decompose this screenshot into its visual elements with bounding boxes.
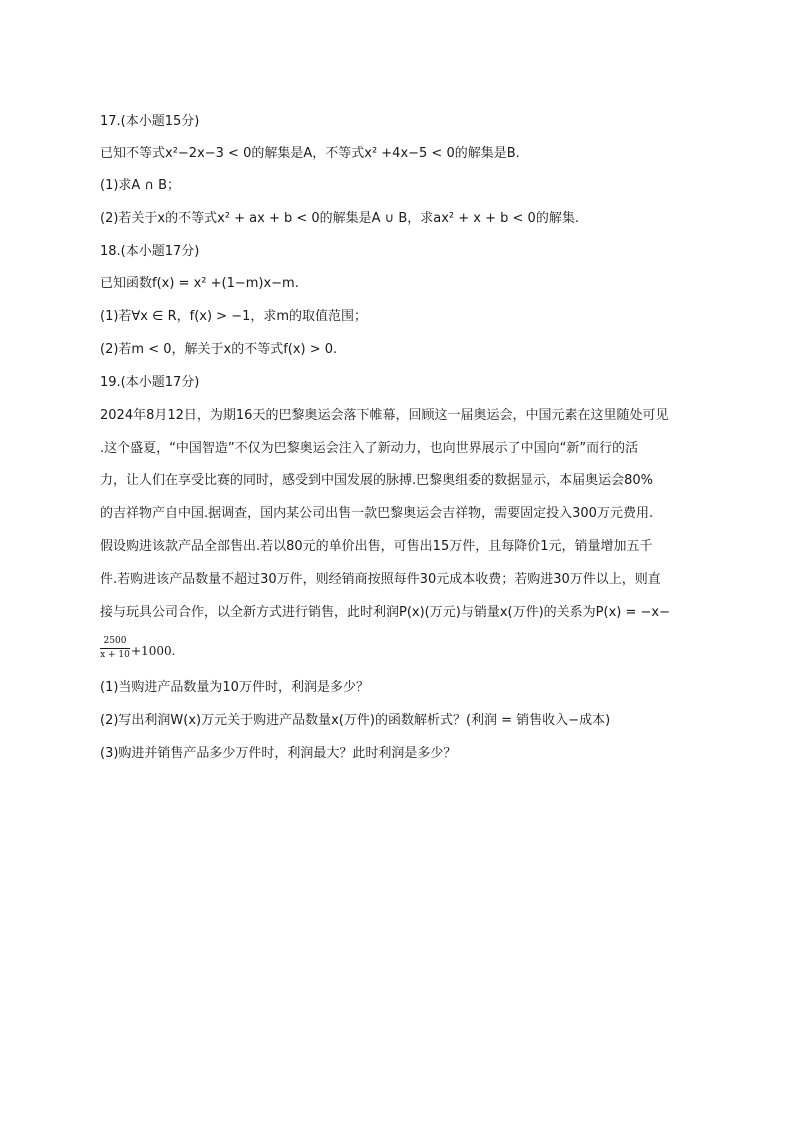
question-18-header: 18.(本小题17分) — [100, 244, 200, 259]
question-17-header: 17.(本小题15分) — [100, 114, 200, 129]
question-17-stem: 已知不等式x²−2x−3 < 0的解集是A，不等式x² +4x−5 < 0的解集是B. — [100, 146, 520, 161]
question-18-stem: 已知函数f(x) = x² +(1−m)x−m. — [100, 276, 299, 291]
question-17-part-2: (2)若关于x的不等式x² + ax + b < 0的解集是A ∪ B，求ax² + x + b < 0的解集. — [100, 211, 579, 226]
question-19-paragraph-line: 力，让人们在享受比赛的同时，感受到中国发展的脉搏.巴黎奥组委的数据显示，本届奥运会80% — [100, 473, 654, 488]
question-19-part-1: (1)当购进产品数量为10万件时，利润是多少？ — [100, 680, 369, 695]
question-19-part-3: (3)购进并销售产品多少万件时，利润最大？此时利润是多少？ — [100, 746, 457, 761]
fraction-trailing-term: +1000. — [131, 644, 176, 658]
question-18-part-1: (1)若∀x ∈ R，f(x) > −1，求m的取值范围； — [100, 309, 368, 324]
question-18-part-2: (2)若m < 0，解关于x的不等式f(x) > 0. — [100, 342, 338, 357]
question-19-paragraph-line: 假设购进该款产品全部售出.若以80元的单价出售，可售出15万件，且每降价1元，销量增加五千 — [100, 539, 653, 554]
fraction-numerator: 2500 — [100, 636, 130, 649]
profit-fraction — [100, 636, 130, 661]
question-19-paragraph-line: .这个盛夏，“中国智造”不仅为巴黎奥运会注入了新动力，也向世界展示了中国向“新”而行的活 — [100, 441, 639, 456]
question-19-paragraph-line: 件.若购进该产品数量不超过30万件，则经销商按照每件30元成本收费；若购进30万件以上，则直 — [100, 572, 661, 587]
question-19-part-2: (2)写出利润W(x)万元关于购进产品数量x(万件)的函数解析式？(利润 = 销售收入−成本) — [100, 713, 611, 728]
question-19-paragraph-line: 接与玩具公司合作，以全新方式进行销售，此时利润P(x)(万元)与销量x(万件)的关系为P(x) = −x− — [100, 605, 670, 620]
question-17-part-1: (1)求A ∩ B； — [100, 178, 181, 193]
question-19-paragraph-line: 2024年8月12日，为期16天的巴黎奥运会落下帷幕，回顾这一届奥运会，中国元素在这里随处可见 — [100, 408, 669, 423]
question-19-paragraph-line: 的吉祥物产自中国.据调查，国内某公司出售一款巴黎奥运会吉祥物，需要固定投入300万元费用. — [100, 506, 654, 521]
fraction-denominator: x + 10 — [100, 650, 130, 660]
question-19-header: 19.(本小题17分) — [100, 375, 200, 390]
